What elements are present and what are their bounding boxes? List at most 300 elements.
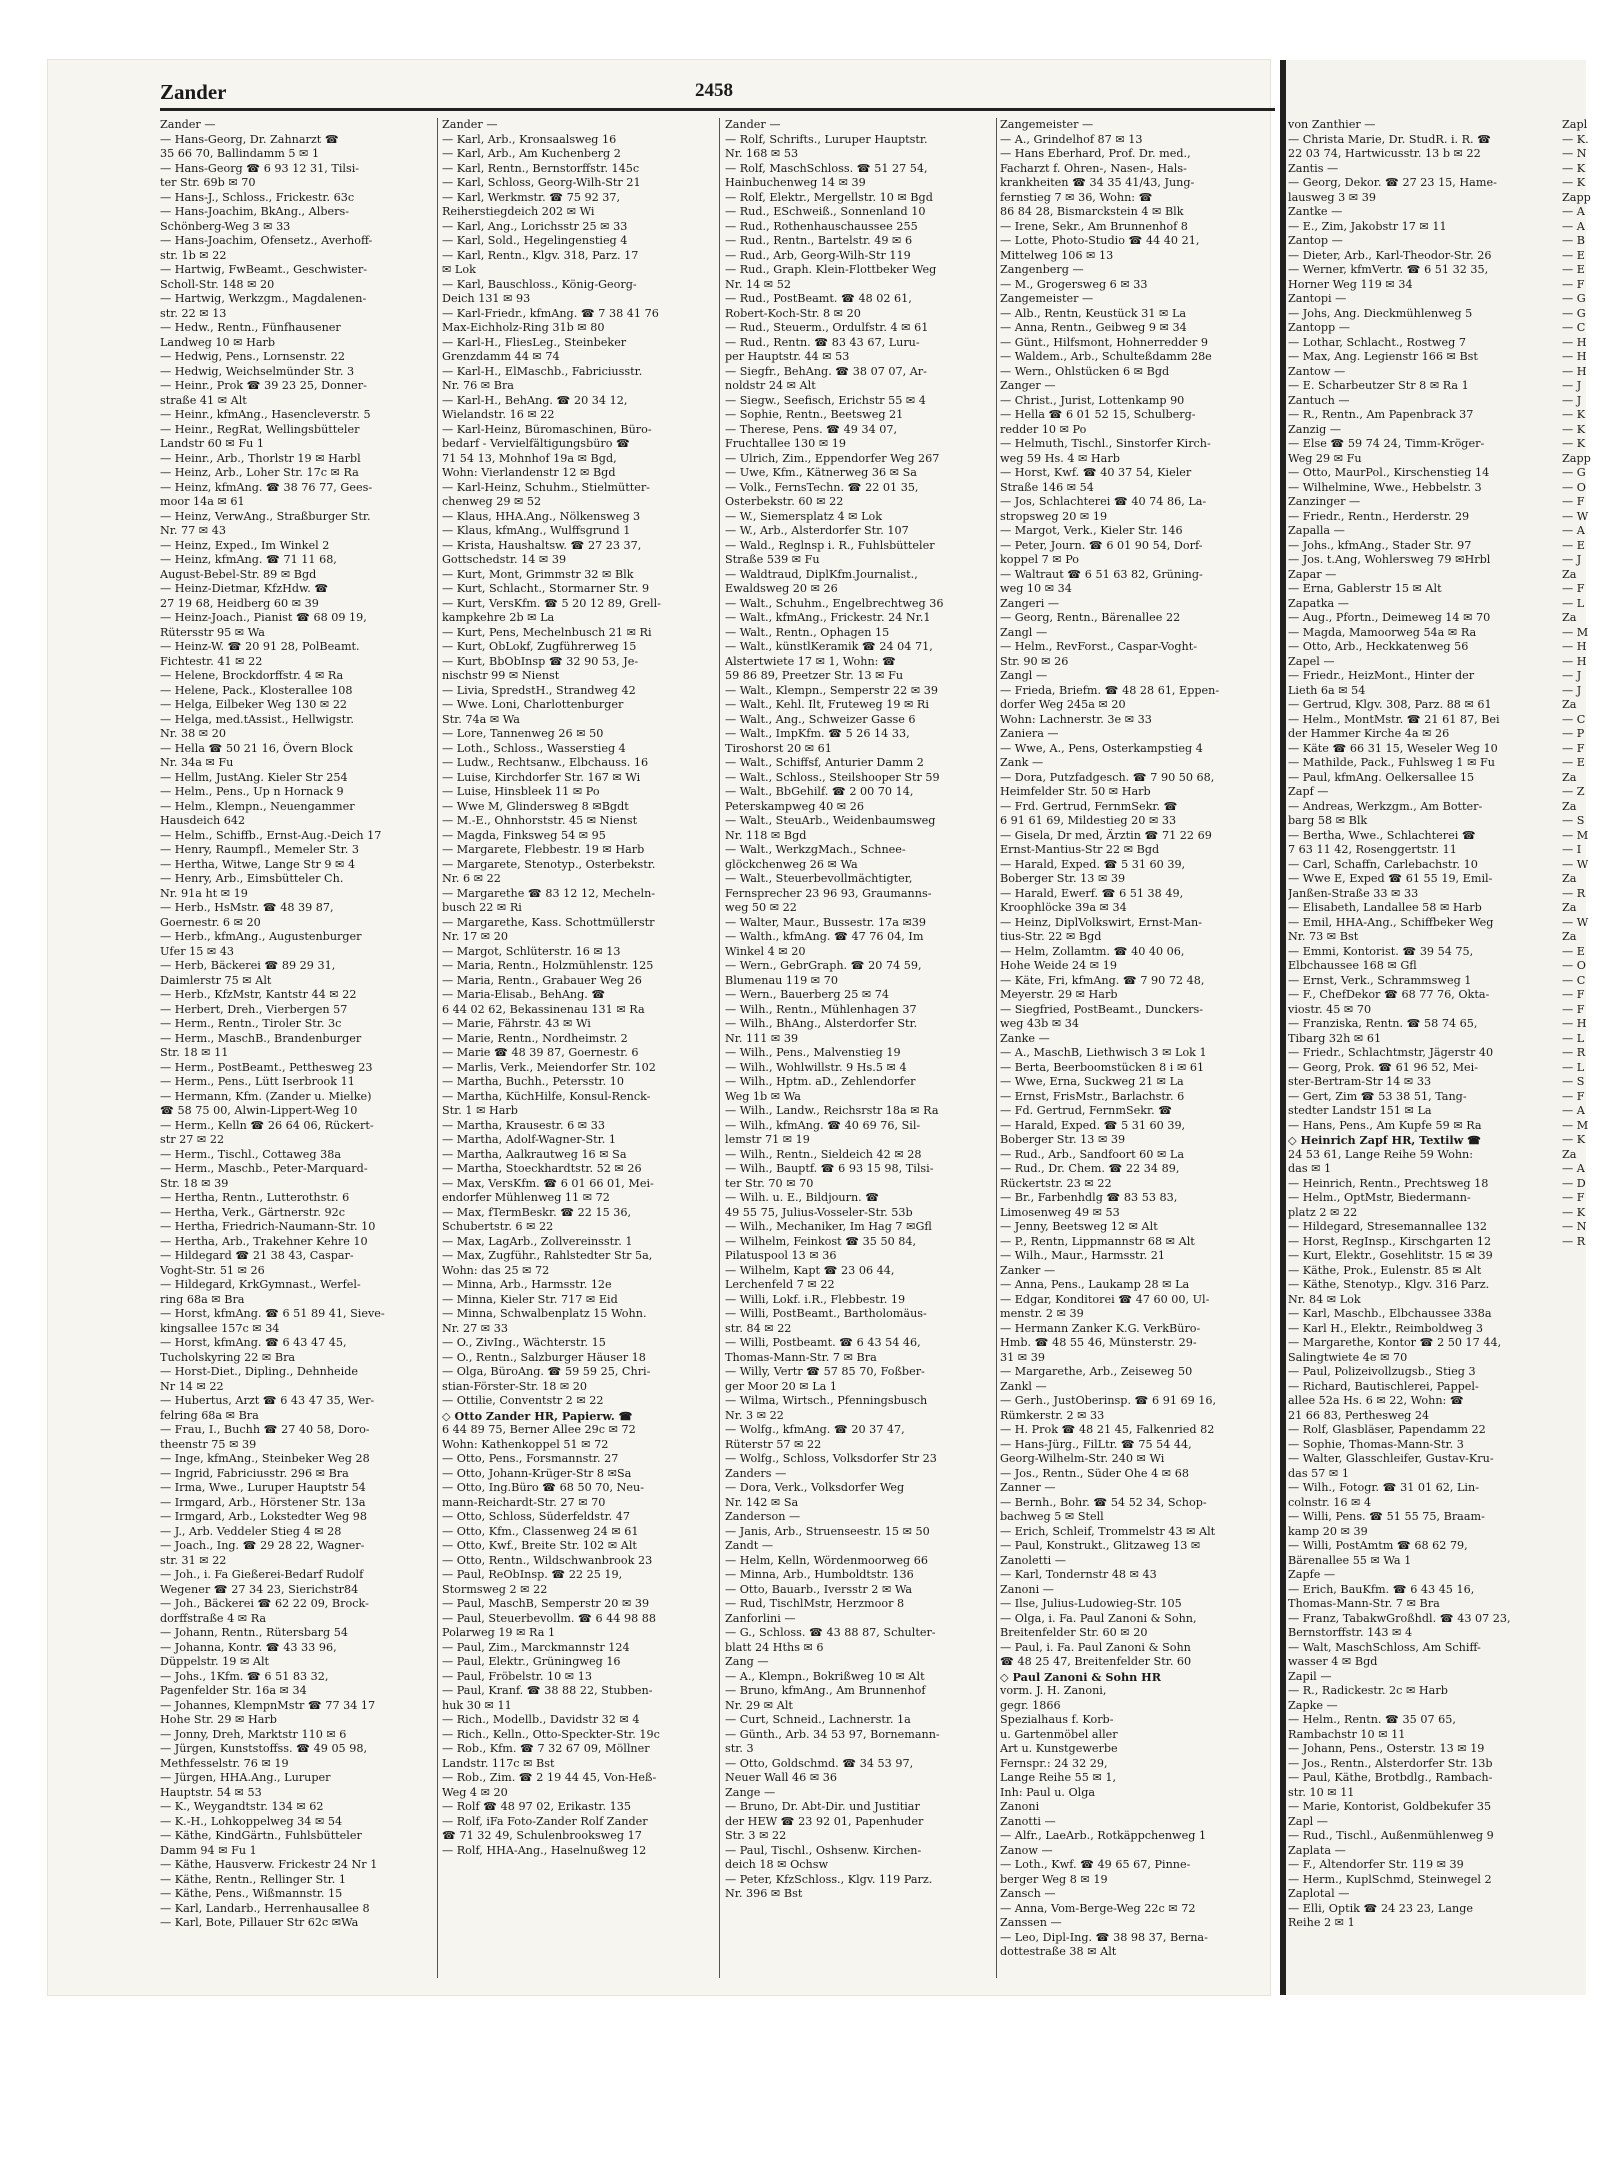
- directory-line: — C: [1562, 321, 1586, 334]
- directory-line: — Martha, Stoeckhardtstr. 52 ✉ 26: [442, 1162, 642, 1175]
- directory-line: Zaniera —: [1000, 727, 1059, 740]
- directory-line: — G: [1562, 466, 1586, 479]
- directory-line: — Rud., Rentn. ☎ 83 43 67, Luru-: [725, 335, 920, 349]
- directory-line: — Loth., Kwf. ☎ 49 65 67, Pinne-: [1000, 1858, 1191, 1871]
- directory-line: — Horst, Kwf. ☎ 40 37 54, Kieler: [1000, 466, 1192, 479]
- directory-line: — Georg, Prok. ☎ 61 96 52, Mei-: [1288, 1060, 1479, 1074]
- directory-line: — Otto, Kfm., Classenweg 24 ✉ 61: [442, 1524, 639, 1538]
- directory-line: — Rolf, Schrifts., Luruper Hauptstr.: [725, 132, 928, 146]
- directory-line: ◇ Otto Zander HR, Papierw. ☎: [442, 1408, 633, 1423]
- directory-line: — Maria, Rentn., Holzmühlenstr. 125: [442, 959, 654, 972]
- directory-line: August-Bebel-Str. 89 ✉ Bgd: [160, 567, 317, 581]
- directory-line: — Hella ☎ 6 01 52 15, Schulberg-: [1000, 408, 1196, 421]
- directory-line: Lerchenfeld 7 ✉ 22: [725, 1278, 835, 1291]
- directory-line: — Käte, Fri, kfmAng. ☎ 7 90 72 48,: [1000, 973, 1205, 987]
- directory-line: 6 44 02 62, Bekassinenau 131 ✉ Ra: [442, 1002, 645, 1016]
- directory-line: — Wilhelm, Kapt ☎ 23 06 44,: [725, 1263, 895, 1277]
- directory-line: Str. 1 ✉ Harb: [442, 1104, 518, 1117]
- directory-line: — K.: [1562, 132, 1589, 146]
- directory-line: — Helga, med.tAssist., Hellwigstr.: [160, 712, 354, 726]
- directory-line: — Heinr., RegRat, Wellingsbütteler: [160, 422, 360, 436]
- directory-line: — Jos., Rentn., Süder Ohe 4 ✉ 68: [1000, 1466, 1189, 1480]
- directory-line: — Sophie, Thomas-Mann-Str. 3: [1288, 1437, 1464, 1451]
- directory-line: — Johann, Rentn., Rütersbarg 54: [160, 1626, 348, 1639]
- directory-line: Hohe Str. 29 ✉ Harb: [160, 1713, 277, 1726]
- directory-line: — Heinr., Prok ☎ 39 23 25, Donner-: [160, 379, 367, 392]
- directory-line: — Janis, Arb., Struenseestr. 15 ✉ 50: [725, 1524, 930, 1538]
- directory-line: Zapf —: [1288, 785, 1329, 798]
- directory-line: Rambachstr 10 ✉ 11: [1288, 1727, 1406, 1741]
- directory-line: — Karl, Schloss, Georg-Wilh-Str 21: [442, 176, 641, 189]
- directory-line: — Volk., FernsTechn. ☎ 22 01 35,: [725, 480, 919, 494]
- directory-line: — Rud., Rothenhauschaussee 255: [725, 219, 918, 233]
- directory-line: — Bernh., Bohr. ☎ 54 52 34, Schop-: [1000, 1495, 1207, 1509]
- directory-line: — Günt., Hilfsmont, Hohnerredder 9: [1000, 335, 1209, 349]
- directory-line: Zanker —: [1000, 1263, 1056, 1277]
- directory-line: endorfer Mühlenweg 11 ✉ 72: [442, 1191, 610, 1204]
- directory-line: das 57 ✉ 1: [1288, 1466, 1349, 1480]
- directory-line: Zanzinger —: [1288, 495, 1361, 508]
- directory-line: Polarweg 19 ✉ Ra 1: [442, 1626, 556, 1639]
- directory-line: Tibarg 32h ✉ 61: [1288, 1031, 1382, 1045]
- directory-line: Zantow —: [1288, 364, 1346, 378]
- directory-line: — Henry, Arb., Eimsbütteler Ch.: [160, 872, 344, 885]
- directory-line: — E., Zim, Jakobstr 17 ✉ 11: [1288, 219, 1447, 233]
- directory-line: — Wald., Reglnsp i. R., Fuhlsbütteler: [725, 538, 935, 552]
- directory-line: Schubertstr. 6 ✉ 22: [442, 1220, 554, 1233]
- directory-line: Hainbuchenweg 14 ✉ 39: [725, 176, 866, 189]
- directory-column-1: [160, 118, 432, 1988]
- column-divider: [719, 118, 720, 1978]
- directory-line: — Waldem., Arb., Schulteßdamm 28e: [1000, 350, 1212, 363]
- directory-line: — Wilh., Mechaniker, Im Hag 7 ✉Gfl: [725, 1220, 932, 1233]
- directory-line: — Helm, Kelln, Wördenmoorweg 66: [725, 1553, 928, 1567]
- directory-line: u. Gartenmöbel aller: [1000, 1727, 1118, 1741]
- directory-line: — Joh., i. Fa Gießerei-Bedarf Rudolf: [160, 1568, 364, 1581]
- directory-line: Thomas-Mann-Str. 7 ✉ Bra: [1288, 1597, 1440, 1610]
- directory-line: — F: [1562, 741, 1585, 755]
- directory-line: ◇ Heinrich Zapf HR, Textilw ☎: [1288, 1133, 1482, 1147]
- directory-line: — Rich., Modellb., Davidstr 32 ✉ 4: [442, 1713, 640, 1726]
- directory-line: — Jos. t.Ang, Wohlersweg 79 ✉Hrbl: [1288, 553, 1491, 566]
- directory-line: — Wern., GebrGraph. ☎ 20 74 59,: [725, 959, 922, 972]
- directory-line: Zapke —: [1288, 1698, 1338, 1712]
- directory-line: 22 03 74, Hartwicusstr. 13 b ✉ 22: [1288, 147, 1481, 160]
- directory-line: — A: [1562, 1162, 1585, 1175]
- directory-line: Breitenfelder Str. 60 ✉ 20: [1000, 1626, 1148, 1639]
- directory-line: — M: [1562, 625, 1589, 639]
- directory-line: Stormsweg 2 ✉ 22: [442, 1582, 548, 1596]
- directory-line: — F: [1562, 988, 1585, 1001]
- directory-line: — J: [1562, 669, 1582, 682]
- directory-line: — Hedwig, Pens., Lornsenstr. 22: [160, 350, 345, 363]
- directory-line: — Otto, MaurPol., Kirschenstieg 14: [1288, 466, 1490, 479]
- directory-line: — Martha, Adolf-Wagner-Str. 1: [442, 1133, 616, 1146]
- directory-line: — Rud., Graph. Klein-Flottbeker Weg: [725, 263, 937, 276]
- directory-line: Spezialhaus f. Korb-: [1000, 1713, 1114, 1726]
- directory-line: Zansch —: [1000, 1887, 1056, 1900]
- directory-line: — Johann, Pens., Osterstr. 13 ✉ 19: [1288, 1742, 1485, 1755]
- directory-line: Str. 18 ✉ 11: [160, 1046, 229, 1059]
- directory-line: — Minna, Schwalbenplatz 15 Wohn.: [442, 1307, 647, 1320]
- directory-line: — Hartwig, FwBeamt., Geschwister-: [160, 263, 367, 276]
- directory-line: — Käthe, Hausverw. Frickestr 24 Nr 1: [160, 1858, 378, 1871]
- directory-line: der Hammer Kirche 4a ✉ 26: [1288, 727, 1450, 740]
- directory-line: Nr. 91a ht ✉ 19: [160, 886, 248, 900]
- directory-line: Heimfelder Str. 50 ✉ Harb: [1000, 785, 1151, 798]
- directory-line: — Margarethe ☎ 83 12 12, Mecheln-: [442, 886, 656, 900]
- directory-line: ster-Bertram-Str 14 ✉ 33: [1288, 1075, 1432, 1088]
- directory-line: Str. 18 ✉ 39: [160, 1176, 229, 1190]
- directory-line: Georg-Wilhelm-Str. 240 ✉ Wi: [1000, 1452, 1165, 1465]
- directory-line: weg 59 Hs. 4 ✉ Harb: [1000, 451, 1120, 465]
- directory-line: — Marie, Kontorist, Goldbekufer 35: [1288, 1800, 1492, 1813]
- directory-line: ☎ 58 75 00, Alwin-Lippert-Weg 10: [160, 1104, 358, 1117]
- directory-line: — G., Schloss. ☎ 43 88 87, Schulter-: [725, 1626, 936, 1639]
- directory-line: — Hildegard ☎ 21 38 43, Caspar-: [160, 1249, 354, 1262]
- directory-line: Zang —: [725, 1655, 769, 1668]
- directory-line: — Andreas, Werkzgm., Am Botter-: [1288, 799, 1483, 813]
- directory-line: wasser 4 ✉ Bgd: [1288, 1655, 1378, 1668]
- directory-line: — Karl-H., BehAng. ☎ 20 34 12,: [442, 393, 628, 407]
- directory-line: — Hertha, Witwe, Lange Str 9 ✉ 4: [160, 857, 356, 871]
- directory-line: Nr. 38 ✉ 20: [160, 727, 226, 740]
- directory-line: Za: [1562, 799, 1577, 813]
- directory-line: — M: [1562, 1118, 1589, 1132]
- directory-line: Kroophlöcke 39a ✉ 34: [1000, 901, 1127, 914]
- directory-line: — Hella ☎ 50 21 16, Övern Block: [160, 741, 353, 755]
- directory-line: noldstr 24 ✉ Alt: [725, 379, 816, 392]
- directory-line: das ✉ 1: [1288, 1162, 1332, 1175]
- directory-line: — Henry, Raumpfl., Memeler Str. 3: [160, 843, 359, 856]
- directory-line: — Joach., Ing. ☎ 29 28 22, Wagner-: [160, 1539, 365, 1552]
- directory-line: — R: [1562, 1046, 1586, 1059]
- directory-line: — Walt., Rentn., Ophagen 15: [725, 625, 890, 639]
- directory-line: Zanzig —: [1288, 422, 1342, 436]
- directory-line: — F: [1562, 582, 1585, 595]
- directory-line: Deich 131 ✉ 93: [442, 292, 531, 305]
- directory-line: — Walt., kfmAng., Frickestr. 24 Nr.1: [725, 611, 931, 624]
- directory-line: — Jos., Rentn., Alsterdorfer Str. 13b: [1288, 1756, 1493, 1770]
- directory-line: — Joh., Bäckerei ☎ 62 22 09, Brock-: [160, 1597, 369, 1610]
- directory-line: Peterskampweg 40 ✉ 26: [725, 799, 864, 813]
- directory-line: ◇ Paul Zanoni & Sohn HR: [1000, 1669, 1161, 1684]
- directory-line: — Marie, Fährstr. 43 ✉ Wi: [442, 1017, 591, 1030]
- directory-line: Fruchtallee 130 ✉ 19: [725, 437, 846, 450]
- directory-line: — Erich, BauKfm. ☎ 6 43 45 16,: [1288, 1582, 1475, 1596]
- directory-line: — Rud., Arb, Georg-Wilh-Str 119: [725, 248, 911, 262]
- directory-line: — Minna, Arb., Humboldtstr. 136: [725, 1568, 914, 1581]
- directory-line: — Karl, Tondernstr 48 ✉ 43: [1000, 1568, 1157, 1581]
- directory-line: — Karl-Heinz, Schuhm., Stielmütter-: [442, 480, 650, 494]
- directory-line: — Walt., Steuerbevollmächtigter,: [725, 872, 913, 885]
- directory-line: str. 22 ✉ 13: [160, 306, 227, 320]
- directory-line: Nr. 29 ✉ Alt: [725, 1698, 793, 1712]
- directory-line: Zanoletti —: [1000, 1553, 1066, 1567]
- directory-line: — Friedr., Schlachtmstr, Jägerstr 40: [1288, 1046, 1494, 1059]
- directory-line: — Livia, SpredstH., Strandweg 42: [442, 683, 636, 697]
- directory-line: kampkehre 2b ✉ La: [442, 611, 555, 624]
- directory-line: barg 58 ✉ Blk: [1288, 814, 1368, 827]
- column-divider: [996, 118, 997, 1978]
- directory-line: Schönberg-Weg 3 ✉ 33: [160, 219, 291, 233]
- directory-line: Za: [1562, 1147, 1577, 1161]
- directory-line: Nr. 142 ✉ Sa: [725, 1495, 799, 1509]
- directory-line: — Edgar, Konditorei ☎ 47 60 00, Ul-: [1000, 1292, 1210, 1306]
- directory-line: Tiroshorst 20 ✉ 61: [725, 741, 832, 755]
- directory-line: — Herm., KuplSchmd, Steinwegel 2: [1288, 1872, 1492, 1886]
- directory-line: — Johs., kfmAng., Stader Str. 97: [1288, 538, 1472, 552]
- directory-line: — Dora, Putzfadgesch. ☎ 7 90 50 68,: [1000, 770, 1215, 784]
- directory-line: tius-Str. 22 ✉ Bgd: [1000, 930, 1102, 943]
- directory-line: — Walt., Klempn., Semperstr 22 ✉ 39: [725, 683, 939, 697]
- directory-line: — Berta, Beerboomstücken 8 i ✉ 61: [1000, 1060, 1205, 1074]
- directory-line: — Alb., Rentn, Keustück 31 ✉ La: [1000, 306, 1187, 320]
- directory-line: — Margot, Verk., Kieler Str. 146: [1000, 524, 1183, 537]
- directory-line: — Wilh., Rentn., Mühlenhagen 37: [725, 1002, 917, 1016]
- directory-line: — Gertrud, Klgv. 308, Parz. 88 ✉ 61: [1288, 698, 1492, 711]
- directory-line: — Jonny, Dreh, Marktstr 110 ✉ 6: [160, 1727, 347, 1741]
- directory-line: — Helm., OptMstr, Biedermann-: [1288, 1191, 1471, 1204]
- directory-line: — Olga, BüroAng. ☎ 59 59 25, Chri-: [442, 1365, 651, 1378]
- directory-line: Limosenweg 49 ✉ 53: [1000, 1205, 1120, 1219]
- directory-line: — Helene, Pack., Klosterallee 108: [160, 683, 353, 697]
- directory-line: — A., MaschB, Liethwisch 3 ✉ Lok 1: [1000, 1046, 1207, 1059]
- directory-line: — Walt., BbGehilf. ☎ 2 00 70 14,: [725, 785, 914, 798]
- directory-line: — Kurt, Mont, Grimmstr 32 ✉ Blk: [442, 567, 634, 581]
- directory-line: — Marie ☎ 48 39 87, Goernestr. 6: [442, 1046, 639, 1059]
- directory-line: — A., Klempn., Bokrißweg 10 ✉ Alt: [725, 1669, 925, 1683]
- directory-line: — Mathilde, Pack., Fuhlsweg 1 ✉ Fu: [1288, 756, 1496, 769]
- directory-line: — O: [1562, 480, 1586, 494]
- directory-line: — Heinz, Arb., Loher Str. 17c ✉ Ra: [160, 466, 359, 479]
- directory-line: weg 10 ✉ 34: [1000, 582, 1072, 595]
- directory-line: — Hedw., Rentn., Fünfhausener: [160, 321, 341, 334]
- directory-line: — Irmgard, Arb., Lokstedter Weg 98: [160, 1510, 367, 1523]
- directory-line: chenweg 29 ✉ 52: [442, 495, 542, 508]
- directory-line: — Siegfried, PostBeamt., Dunckers-: [1000, 1002, 1203, 1016]
- directory-line: — Horst, kfmAng. ☎ 6 51 89 41, Sieve-: [160, 1307, 385, 1320]
- directory-line: — Hildegard, KrkGymnast., Werfel-: [160, 1278, 361, 1291]
- directory-line: — Rob., Zim. ☎ 2 19 44 45, Von-Heß-: [442, 1771, 657, 1784]
- directory-line: — Richard, Bautischlerei, Pappel-: [1288, 1379, 1479, 1393]
- directory-line: Straße 146 ✉ 54: [1000, 480, 1094, 494]
- directory-line: Zander —: [160, 118, 216, 131]
- directory-line: — L: [1562, 1060, 1585, 1074]
- directory-line: Zanoni —: [1000, 1582, 1054, 1596]
- directory-line: — Jenny, Beetsweg 12 ✉ Alt: [1000, 1220, 1158, 1233]
- directory-line: — Frau, I., Buchh ☎ 27 40 58, Doro-: [160, 1423, 370, 1436]
- directory-line: Str. 90 ✉ 26: [1000, 654, 1069, 668]
- directory-line: — Walt., WerkzgMach., Schnee-: [725, 843, 906, 856]
- directory-line: — Wilh., Maur., Harmsstr. 21: [1000, 1249, 1166, 1262]
- directory-line: — Helm, Zollamtm. ☎ 40 40 06,: [1000, 944, 1185, 958]
- directory-line: Zapp: [1562, 190, 1591, 204]
- directory-line: — Olga, i. Fa. Paul Zanoni & Sohn,: [1000, 1611, 1197, 1625]
- directory-line: — Luise, Hinsbleek 11 ✉ Po: [442, 785, 600, 798]
- directory-line: — Rud., Steuerm., Ordulfstr. 4 ✉ 61: [725, 321, 929, 334]
- directory-line: stian-Förster-Str. 18 ✉ 20: [442, 1379, 588, 1393]
- directory-line: Nr. 396 ✉ Bst: [725, 1887, 803, 1900]
- directory-line: — Karl, Arb., Am Kuchenberg 2: [442, 147, 621, 160]
- directory-line: — Paul, Zim., Marckmannstr 124: [442, 1640, 630, 1654]
- directory-line: Za: [1562, 930, 1577, 943]
- directory-line: Fichtestr. 41 ✉ 22: [160, 654, 263, 668]
- directory-line: — K: [1562, 437, 1586, 450]
- directory-line: — Anna, Rentn., Geibweg 9 ✉ 34: [1000, 321, 1187, 334]
- directory-line: — G: [1562, 292, 1586, 305]
- directory-line: — Christa Marie, Dr. StudR. i. R. ☎: [1288, 132, 1492, 146]
- directory-line: Bärenallee 55 ✉ Wa 1: [1288, 1553, 1412, 1567]
- directory-line: 35 66 70, Ballindamm 5 ✉ 1: [160, 147, 320, 160]
- directory-line: — Helm., Klempn., Neuengammer: [160, 799, 355, 813]
- directory-line: Zaplata —: [1288, 1843, 1346, 1857]
- directory-line: — Ludw., Rechtsanw., Elbchauss. 16: [442, 756, 649, 769]
- directory-line: — Therese, Pens. ☎ 49 34 07,: [725, 422, 898, 436]
- directory-line: 86 84 28, Bismarckstein 4 ✉ Blk: [1000, 205, 1184, 218]
- directory-line: Weg 29 ✉ Fu: [1288, 451, 1362, 465]
- directory-line: str. 84 ✉ 22: [725, 1321, 792, 1335]
- directory-line: — Magda, Finksweg 54 ✉ 95: [442, 828, 606, 842]
- directory-line: — Paul, Tischl., Oshsenw. Kirchen-: [725, 1843, 922, 1857]
- directory-line: — Z: [1562, 785, 1585, 798]
- directory-line: — Emil, HHA-Ang., Schiffbeker Weg: [1288, 915, 1494, 929]
- directory-line: — Wolfg., Schloss, Volksdorfer Str 23: [725, 1452, 937, 1465]
- directory-line: Winkel 4 ✉ 20: [725, 944, 806, 958]
- directory-line: — Karl, Bote, Pillauer Str 62c ✉Wa: [160, 1916, 359, 1929]
- directory-line: Zangenberg —: [1000, 263, 1084, 276]
- directory-line: — H: [1562, 364, 1587, 378]
- directory-line: — Wilh. u. E., Bildjourn. ☎: [725, 1191, 880, 1204]
- directory-line: — Hans-Georg ☎ 6 93 12 31, Tilsi-: [160, 161, 360, 175]
- directory-line: 59 86 89, Preetzer Str. 13 ✉ Fu: [725, 669, 904, 682]
- directory-line: Str. 74a ✉ Wa: [442, 712, 520, 726]
- directory-line: dottestraße 38 ✉ Alt: [1000, 1945, 1117, 1958]
- directory-column-3: [725, 118, 997, 1988]
- directory-line: Düppelstr. 19 ✉ Alt: [160, 1655, 270, 1668]
- directory-line: — E: [1562, 944, 1585, 958]
- directory-line: Zantopp —: [1288, 321, 1350, 334]
- directory-line: — Karl-Heinz, Büromaschinen, Büro-: [442, 422, 652, 436]
- directory-line: — Anna, Vom-Berge-Weg 22c ✉ 72: [1000, 1901, 1196, 1915]
- directory-line: der HEW ☎ 23 92 01, Papenhuder: [725, 1814, 924, 1828]
- directory-line: — Heinz-Joach., Pianist ☎ 68 09 19,: [160, 611, 367, 624]
- directory-line: — Walter, Maur., Bussestr. 17a ✉39: [725, 915, 927, 929]
- directory-line: — Marlis, Verk., Meiendorfer Str. 102: [442, 1060, 656, 1074]
- directory-line: — Karl, Rentn., Bernstorffstr. 145c: [442, 161, 640, 175]
- directory-line: — Maria, Rentn., Grabauer Weg 26: [442, 973, 642, 987]
- directory-line: — Kurt, ObLokf, Zugführerweg 15: [442, 640, 637, 653]
- directory-line: — Wilhelmine, Wwe., Hebbelstr. 3: [1288, 480, 1482, 494]
- directory-line: — Leo, Dipl-Ing. ☎ 38 98 37, Berna-: [1000, 1930, 1208, 1944]
- directory-line: Nr. 73 ✉ Bst: [1288, 930, 1359, 943]
- directory-line: — Frd. Gertrud, FernmSekr. ☎: [1000, 799, 1178, 813]
- directory-line: — Walt., Schiffsf, Anturier Damm 2: [725, 756, 924, 769]
- directory-line: — Walter, Glasschleifer, Gustav-Kru-: [1288, 1452, 1494, 1465]
- directory-line: — Willi, Pens. ☎ 51 55 75, Braam-: [1288, 1510, 1485, 1523]
- directory-line: — Walt., Kehl. Ilt, Fruteweg 19 ✉ Ri: [725, 698, 929, 711]
- directory-line: — Emmi, Kontorist. ☎ 39 54 75,: [1288, 944, 1474, 958]
- directory-line: — Otto, Goldschmd. ☎ 34 53 97,: [725, 1756, 914, 1770]
- directory-line: — Rolf ☎ 48 97 02, Erikastr. 135: [442, 1800, 631, 1813]
- directory-line: 71 54 13, Mohnhof 19a ✉ Bgd,: [442, 451, 617, 465]
- directory-line: — Rolf, Elektr., Mergellstr. 10 ✉ Bgd: [725, 190, 933, 204]
- directory-line: Zantopi —: [1288, 292, 1347, 305]
- directory-line: — Kurt, Schlacht., Stormarner Str. 9: [442, 582, 650, 595]
- directory-line: str. 31 ✉ 22: [160, 1553, 227, 1567]
- directory-line: — F., ChefDekor ☎ 68 77 76, Okta-: [1288, 988, 1490, 1001]
- directory-line: — J: [1562, 379, 1582, 392]
- directory-line: — Hans Eberhard, Prof. Dr. med.,: [1000, 147, 1191, 160]
- directory-line: — Friedr., HeizMont., Hinter der: [1288, 669, 1475, 682]
- directory-line: — Karl, Sold., Hegelingenstieg 4: [442, 234, 628, 247]
- directory-line: — Wilh., Wohlwillstr. 9 Hs.5 ✉ 4: [725, 1060, 907, 1074]
- directory-line: — Rich., Kelln., Otto-Speckter-Str. 19c: [442, 1727, 660, 1741]
- directory-line: dorfer Weg 245a ✉ 20: [1000, 698, 1126, 711]
- directory-line: kingsallee 157c ✉ 34: [160, 1321, 280, 1335]
- directory-column-2: [442, 118, 714, 1988]
- directory-line: str. 3: [725, 1742, 754, 1755]
- directory-line: Zapp: [1562, 451, 1591, 465]
- directory-line: — W., Arb., Alsterdorfer Str. 107: [725, 524, 909, 537]
- directory-line: — Dora, Verk., Volksdorfer Weg: [725, 1481, 905, 1494]
- directory-line: — Paul, Steuerbevollm. ☎ 6 44 98 88: [442, 1611, 656, 1625]
- directory-line: — Harald, Exped. ☎ 5 31 60 39,: [1000, 857, 1186, 871]
- directory-line: — Max, LagArb., Zollvereinsstr. 1: [442, 1234, 633, 1248]
- directory-line: — Herm., Kelln ☎ 26 64 06, Rückert-: [160, 1118, 374, 1132]
- directory-line: — Jürgen, HHA.Ang., Luruper: [160, 1771, 331, 1784]
- directory-line: — H: [1562, 640, 1587, 653]
- directory-line: — Käthe, Rentn., Rellinger Str. 1: [160, 1872, 347, 1886]
- directory-line: — F., Altendorfer Str. 119 ✉ 39: [1288, 1858, 1464, 1871]
- directory-line: — Herm., Maschb., Peter-Marquard-: [160, 1162, 368, 1175]
- directory-line: — Otto, Arb., Heckkatenweg 56: [1288, 640, 1469, 653]
- directory-line: — Werner, kfmVertr. ☎ 6 51 32 35,: [1288, 263, 1489, 276]
- directory-line: — Inge, kfmAng., Steinbeker Weg 28: [160, 1452, 370, 1465]
- directory-line: — Paul, Konstrukt., Glitzaweg 13 ✉: [1000, 1539, 1201, 1552]
- directory-line: — J: [1562, 683, 1582, 697]
- directory-line: gegr. 1866: [1000, 1698, 1061, 1712]
- directory-line: — Otto, Kwf., Breite Str. 102 ✉ Alt: [442, 1539, 637, 1552]
- directory-line: — Herb, Bäckerei ☎ 89 29 31,: [160, 959, 336, 972]
- directory-line: — Hermann Zanker K.G. VerkBüro-: [1000, 1321, 1201, 1335]
- directory-line: — O: [1562, 959, 1586, 972]
- directory-line: — Magda, Mamoorweg 54a ✉ Ra: [1288, 625, 1477, 639]
- directory-line: — R: [1562, 886, 1586, 900]
- page-number: 2458: [695, 80, 733, 101]
- directory-line: Hohe Weide 24 ✉ 19: [1000, 959, 1117, 972]
- directory-line: Zangl —: [1000, 669, 1048, 682]
- directory-line: — Wilh., Hptm. aD., Zehlendorfer: [725, 1075, 916, 1088]
- directory-line: Mittelweg 106 ✉ 13: [1000, 248, 1114, 262]
- directory-line: — Heinz, VerwAng., Straßburger Str.: [160, 509, 371, 523]
- directory-line: — Heinr., Arb., Thorlstr 19 ✉ Harbl: [160, 451, 361, 465]
- directory-line: Max-Eichholz-Ring 31b ✉ 80: [442, 321, 605, 334]
- directory-line: — Erna, Gablerstr 15 ✉ Alt: [1288, 582, 1442, 595]
- directory-line: — Günth., Arb. 34 53 97, Bornemann-: [725, 1727, 940, 1741]
- directory-line: redder 10 ✉ Po: [1000, 422, 1087, 436]
- directory-line: — Margarete, Stenotyp., Osterbekstr.: [442, 857, 656, 871]
- directory-line: — P., Rentn, Lippmannstr 68 ✉ Alt: [1000, 1234, 1195, 1248]
- directory-line: — Hildegard, Stresemannallee 132: [1288, 1220, 1488, 1233]
- directory-line: ter Str. 69b ✉ 70: [160, 176, 256, 189]
- directory-line: Daimlerstr 75 ✉ Alt: [160, 973, 272, 987]
- directory-line: deich 18 ✉ Ochsw: [725, 1858, 829, 1871]
- directory-line: straße 41 ✉ Alt: [160, 393, 247, 407]
- directory-line: — Otto, Johann-Krüger-Str 8 ✉Sa: [442, 1466, 632, 1480]
- directory-line: Ufer 15 ✉ 43: [160, 944, 235, 958]
- directory-line: — Walth., kfmAng. ☎ 47 76 04, Im: [725, 930, 924, 943]
